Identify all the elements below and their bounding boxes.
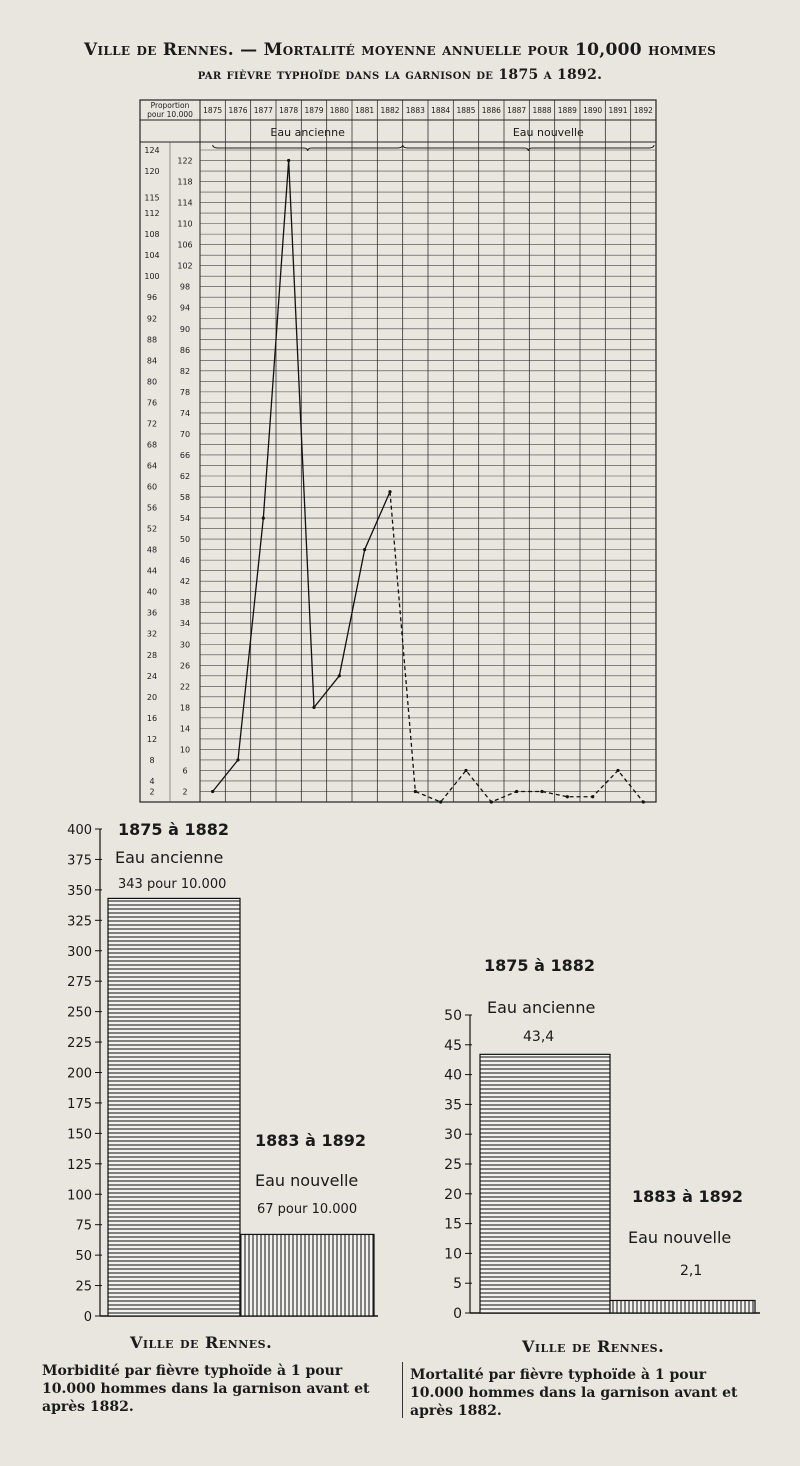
data-point — [236, 758, 239, 761]
year-header: 1877 — [253, 106, 273, 115]
year-header: 1883 — [405, 106, 425, 115]
data-point — [388, 490, 391, 493]
left-tick-label: 64 — [146, 461, 158, 471]
period-label-old: Eau ancienne — [270, 126, 345, 139]
mortality-value-new: 2,1 — [680, 1263, 703, 1279]
right-tick-label: 114 — [177, 198, 193, 208]
mortality-y-tick-label: 10 — [444, 1246, 462, 1263]
left-tick-label: 104 — [144, 251, 160, 261]
right-tick-label: 118 — [177, 177, 193, 187]
mortality-y-tick-label: 35 — [444, 1097, 462, 1114]
year-header: 1889 — [557, 106, 577, 115]
mortality-y-tick-label: 30 — [444, 1127, 462, 1144]
left-tick-label: 124 — [144, 146, 160, 155]
right-tick-label: 122 — [177, 156, 193, 166]
right-tick-label: 62 — [179, 472, 191, 481]
title-line-2: par fièvre typhoïde dans la garnison de 1875 a 1892. — [197, 67, 603, 83]
data-point — [439, 800, 442, 803]
year-header: 1891 — [608, 106, 628, 115]
right-tick-label: 82 — [179, 366, 191, 376]
left-tick-label: 36 — [146, 608, 158, 618]
right-tick-label: 34 — [179, 619, 191, 629]
year-header: 1880 — [329, 106, 349, 115]
right-tick-label: 50 — [179, 535, 191, 545]
mortality-y-tick-label: 40 — [444, 1067, 462, 1084]
morbidity-y-tick-label: 200 — [67, 1066, 92, 1082]
right-tick-label: 58 — [179, 493, 191, 503]
left-tick-label: 88 — [146, 335, 158, 345]
morbidity-y-tick-label: 250 — [67, 1005, 92, 1021]
left-tick-label: 40 — [146, 587, 158, 597]
year-header: 1881 — [355, 106, 375, 115]
left-tick-label: 20 — [146, 692, 158, 702]
morbidity-value-old: 343 pour 10.000 — [118, 877, 227, 892]
morbidity-y-tick-label: 25 — [75, 1279, 92, 1295]
data-point — [312, 706, 315, 709]
data-point — [287, 159, 290, 162]
right-tick-label: 54 — [179, 514, 191, 524]
data-point — [338, 674, 341, 677]
year-header: 1875 — [203, 106, 223, 115]
data-point — [262, 516, 265, 519]
morbidity-value-new: 67 pour 10.000 — [257, 1202, 358, 1217]
morbidity-y-tick-label: 75 — [75, 1218, 92, 1234]
left-caption-title: Ville de Rennes. — [130, 1333, 273, 1352]
left-tick-label: 72 — [146, 419, 158, 429]
right-tick-label: 98 — [179, 282, 191, 292]
right-tick-label: 78 — [179, 387, 191, 397]
right-tick-label: 46 — [179, 556, 191, 566]
data-point — [591, 795, 594, 798]
right-tick-label: 86 — [179, 345, 191, 355]
morbidity-y-tick-label: 275 — [67, 975, 92, 991]
data-point — [363, 548, 366, 551]
morbidity-category-new: 1883 à 1892 — [255, 1131, 366, 1150]
mortality-category-new: 1883 à 1892 — [632, 1187, 743, 1206]
mortality-y-tick-label: 15 — [444, 1216, 462, 1233]
year-header: 1890 — [583, 106, 603, 115]
right-tick-label: 90 — [179, 324, 191, 334]
mortality-bar-new-water — [610, 1300, 755, 1313]
right-tick-label: 14 — [179, 724, 191, 734]
year-header: 1885 — [456, 106, 476, 115]
year-header: 1887 — [507, 106, 527, 115]
left-tick-label: 52 — [146, 524, 158, 534]
data-point — [414, 790, 417, 793]
right-tick-label: 18 — [179, 703, 191, 713]
mortality-value-old: 43,4 — [523, 1029, 555, 1045]
morbidity-y-tick-label: 100 — [67, 1188, 92, 1204]
year-header: 1878 — [279, 106, 299, 115]
right-caption-title: Ville de Rennes. — [522, 1337, 665, 1356]
right-tick-label: 74 — [179, 408, 191, 418]
left-tick-label: 56 — [146, 503, 158, 513]
left-tick-label: 108 — [144, 230, 160, 240]
mortality-y-tick-label: 45 — [444, 1037, 462, 1054]
morbidity-bar-old-water — [108, 898, 240, 1316]
left-tick-label: 84 — [146, 356, 158, 366]
year-header: 1884 — [431, 106, 451, 115]
right-tick-label: 102 — [177, 261, 193, 271]
right-tick-label: 22 — [179, 682, 191, 692]
left-tick-label: 8 — [149, 755, 155, 765]
left-tick-label: 96 — [146, 293, 158, 303]
right-caption-text: Mortalité par fièvre typhoïde à 1 pour 10.000 hommes dans la garnison avant et après 1882. — [410, 1367, 738, 1419]
right-tick-label: 2 — [182, 787, 188, 797]
mortality-y-tick-label: 20 — [444, 1186, 462, 1203]
right-tick-label: 110 — [177, 219, 193, 229]
left-tick-label: 115 — [144, 193, 160, 203]
corner-header-line2: pour 10.000 — [147, 110, 193, 119]
left-tick-label: 4 — [149, 776, 155, 786]
morbidity-sublabel-new: Eau nouvelle — [255, 1171, 359, 1190]
left-tick-label: 76 — [146, 398, 158, 408]
data-point — [642, 800, 645, 803]
mortality-sublabel-old: Eau ancienne — [487, 998, 596, 1017]
year-header: 1882 — [380, 106, 400, 115]
left-tick-label: 120 — [144, 167, 160, 177]
morbidity-bar-new-water — [240, 1234, 374, 1316]
mortality-y-tick-label: 5 — [453, 1276, 462, 1293]
left-tick-label: 48 — [146, 545, 158, 555]
morbidity-y-tick-label: 50 — [75, 1249, 92, 1265]
year-header: 1879 — [304, 106, 324, 115]
morbidity-y-tick-label: 300 — [67, 944, 92, 960]
right-tick-label: 10 — [179, 745, 191, 755]
morbidity-y-tick-label: 125 — [67, 1157, 92, 1173]
morbidity-y-tick-label: 400 — [67, 823, 92, 838]
left-tick-label: 60 — [146, 482, 158, 492]
mortality-y-tick-label: 50 — [444, 1008, 462, 1024]
left-tick-label: 80 — [146, 377, 158, 387]
data-point — [464, 769, 467, 772]
data-point — [566, 795, 569, 798]
mortality-bar-old-water — [480, 1054, 610, 1313]
morbidity-y-tick-label: 0 — [83, 1310, 92, 1325]
left-tick-label: 2 — [149, 787, 155, 797]
data-point — [490, 800, 493, 803]
morbidity-y-tick-label: 325 — [67, 914, 92, 930]
right-tick-label: 38 — [179, 598, 191, 608]
data-point — [515, 790, 518, 793]
title-line-1: Ville de Rennes. — Mortalité moyenne annuelle pour 10,000 hommes — [83, 40, 717, 60]
left-tick-label: 12 — [146, 734, 158, 744]
morbidity-y-tick-label: 225 — [67, 1036, 92, 1052]
mortality-y-tick-label: 25 — [444, 1157, 462, 1173]
left-tick-label: 16 — [146, 713, 158, 723]
right-tick-label: 6 — [182, 766, 188, 776]
data-point — [211, 790, 214, 793]
corner-header-line1: Proportion — [150, 101, 190, 110]
right-tick-label: 66 — [179, 450, 191, 460]
right-tick-label: 30 — [179, 640, 191, 650]
right-tick-label: 94 — [179, 303, 191, 313]
left-tick-label: 32 — [146, 629, 158, 639]
left-tick-label: 68 — [146, 440, 158, 450]
right-tick-label: 42 — [179, 577, 191, 587]
right-tick-label: 26 — [179, 661, 191, 671]
data-point — [540, 790, 543, 793]
left-tick-label: 44 — [146, 566, 158, 576]
left-tick-label: 100 — [144, 272, 160, 282]
morbidity-sublabel-old: Eau ancienne — [115, 848, 224, 867]
year-header: 1892 — [633, 106, 653, 115]
data-point — [616, 769, 619, 772]
morbidity-category-old: 1875 à 1882 — [118, 820, 229, 839]
morbidity-y-tick-label: 150 — [67, 1127, 92, 1143]
left-tick-label: 24 — [146, 671, 158, 681]
morbidity-y-tick-label: 350 — [67, 883, 92, 899]
left-tick-label: 28 — [146, 650, 158, 660]
mortality-sublabel-new: Eau nouvelle — [628, 1228, 732, 1247]
caption-divider — [402, 1362, 403, 1418]
mortality-y-tick-label: 0 — [453, 1306, 462, 1322]
year-header: 1888 — [532, 106, 552, 115]
right-tick-label: 70 — [179, 429, 191, 439]
morbidity-y-tick-label: 375 — [67, 853, 92, 869]
period-label-new: Eau nouvelle — [512, 126, 584, 139]
morbidity-y-tick-label: 175 — [67, 1096, 92, 1112]
right-tick-label: 106 — [177, 240, 193, 250]
left-caption-text: Morbidité par fièvre typhoïde à 1 pour 10.000 hommes dans la garnison avant et après 1882. — [42, 1363, 370, 1415]
left-tick-label: 92 — [146, 314, 158, 324]
year-header: 1886 — [481, 106, 501, 115]
mortality-category-old: 1875 à 1882 — [484, 956, 595, 975]
year-header: 1876 — [228, 106, 248, 115]
left-tick-label: 112 — [144, 209, 160, 219]
